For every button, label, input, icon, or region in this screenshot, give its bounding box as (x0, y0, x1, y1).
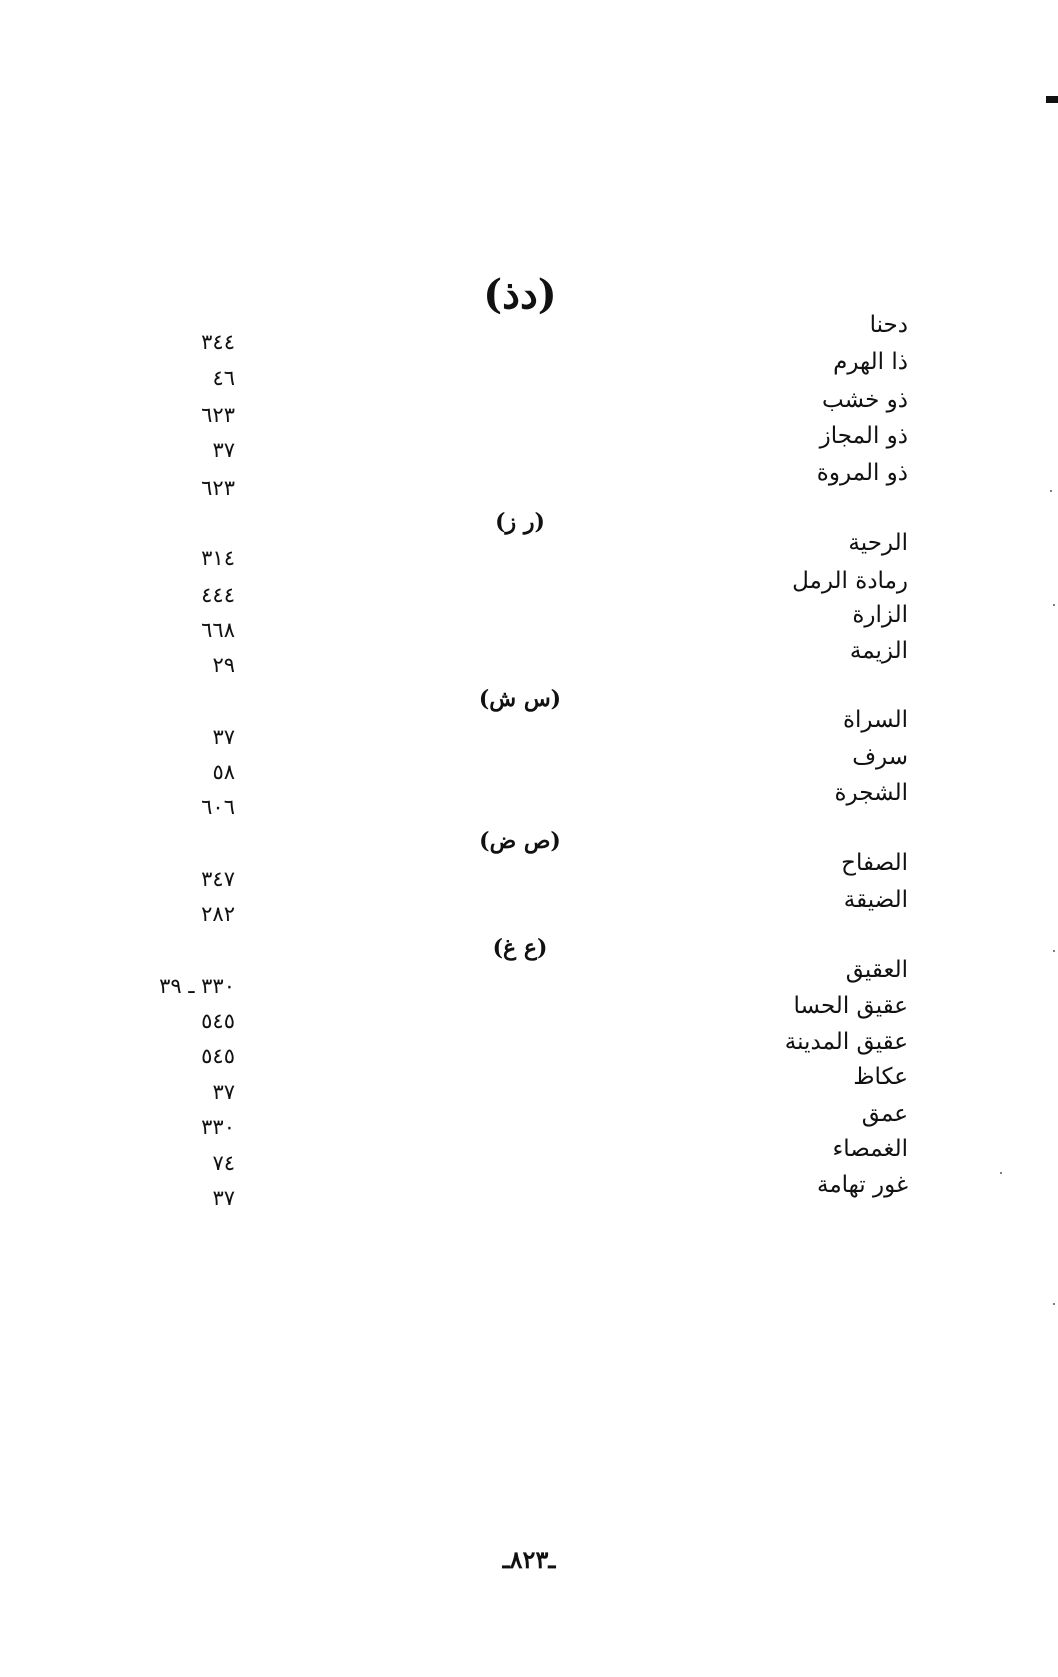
section-heading-sin-shin: (س ش) (478, 686, 562, 712)
entry-page: ٧٤ (212, 1151, 235, 1175)
entry-page: ٣٧ (212, 725, 235, 749)
entry-page: ٢٨٢ (201, 902, 235, 926)
scan-speck (1053, 604, 1055, 606)
entry-name: رمادة الرمل (792, 568, 908, 594)
section-heading-ayn-ghayn: (ع غ) (492, 935, 548, 961)
entry-page: ٣٣٠ ـ ٣٩ (159, 974, 235, 998)
entry-page: ٤٦ (212, 366, 235, 390)
entry-page: ٣٧ (212, 1080, 235, 1104)
entry-name: الصفاح (841, 850, 908, 876)
entry-name: عقيق المدينة (784, 1029, 908, 1055)
entry-page: ٣٧ (212, 1186, 235, 1210)
entry-name: السراة (842, 707, 908, 733)
entry-page: ٣١٤ (201, 546, 235, 570)
entry-name: الزيمة (849, 638, 908, 664)
entry-name: عقيق الحسا (793, 993, 908, 1019)
scan-speck (1050, 490, 1052, 492)
scan-speck (1053, 1303, 1055, 1305)
entry-name: الزارة (852, 602, 908, 628)
entry-name: سرف (852, 744, 908, 770)
entry-page: ٦٠٦ (201, 795, 235, 819)
entry-name: دحنا (869, 312, 908, 338)
entry-page: ٣٧ (212, 438, 235, 462)
section-heading-dal-dhal: (دذ) (483, 271, 557, 318)
entry-name: عمق (861, 1101, 908, 1127)
section-heading-sad-dad: (ص ض) (479, 828, 561, 854)
entry-page: ٥٨ (212, 760, 235, 784)
entry-page: ٦٢٣ (201, 476, 235, 500)
entry-page: ٣٣٠ (201, 1115, 235, 1139)
entry-page: ٦٢٣ (201, 403, 235, 427)
entry-name: الشجرة (834, 780, 908, 806)
entry-page: ٥٤٥ (201, 1009, 235, 1033)
entry-name: عكاظ (853, 1064, 908, 1090)
scan-speck (1000, 1172, 1002, 1174)
entry-name: ذو المجاز (819, 423, 908, 449)
entry-name: العقيق (845, 957, 908, 983)
entry-name: الرحية (848, 530, 908, 556)
entry-page: ٣٤٤ (201, 330, 235, 354)
entry-page: ٤٤٤ (201, 583, 235, 607)
scan-speck (1053, 950, 1055, 952)
section-heading-ra-zay: (ر ز) (495, 509, 545, 535)
entry-name: غور تهامة (817, 1172, 908, 1198)
entry-name: الغمصاء (832, 1136, 908, 1162)
entry-page: ٣٤٧ (201, 867, 235, 891)
entry-page: ٦٦٨ (201, 618, 235, 642)
entry-name: الضيقة (843, 887, 908, 913)
page-number: ـ٨٢٣ـ (502, 1545, 556, 1574)
entry-page: ٥٤٥ (201, 1044, 235, 1068)
entry-page: ٢٩ (212, 653, 235, 677)
entry-name: ذو خشب (822, 387, 908, 413)
entry-name: ذا الهرم (833, 349, 908, 375)
entry-name: ذو المروة (816, 460, 908, 486)
scan-mark (1046, 96, 1058, 103)
